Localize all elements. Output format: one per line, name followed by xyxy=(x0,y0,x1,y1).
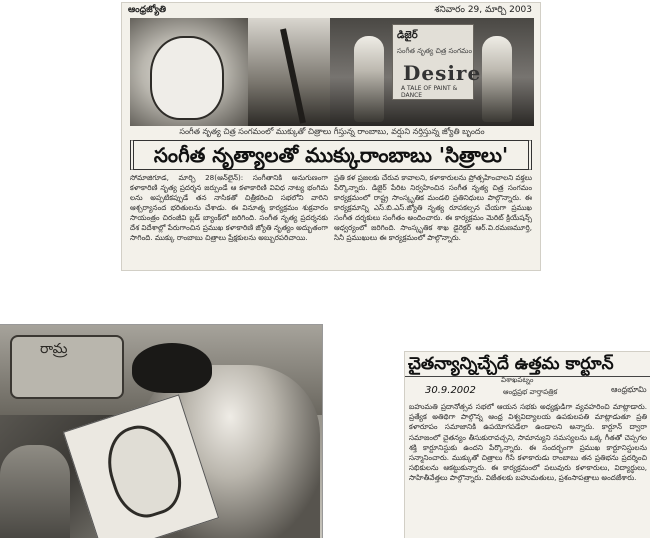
newspaper-clipping-bottom xyxy=(405,352,650,538)
banner-line: డిజైర్ xyxy=(397,30,418,41)
stage-banner xyxy=(392,24,482,100)
event-photo xyxy=(130,18,534,126)
banner-line: సంగీత నృత్య చిత్ర సంగమం xyxy=(397,47,472,55)
dateline-subline: ఆంధ్రప్రభ వార్తాపత్రిక xyxy=(503,388,558,396)
article-headline: చైతన్యాన్నిచ్చేదే ఉత్తమ కార్టూన్ xyxy=(405,352,650,377)
masthead xyxy=(122,3,540,17)
article-column-right xyxy=(334,173,532,268)
article-text: ప్రతి కళ ప్రజలకు చేరువ కావాలని, కళాకారులను ప్రోత్సహించాలని వక్తలు పేర్కొన్నారు. డిజైర్ పేరిట నిర్వహించిన సంగీత నృత్య చిత్ర సంగమం కార్యక్రమంలో రాష్ట్ర సాంస్కృతిక మండలి ప్రతినిధులు పాల్గొన్నారు. ఈ కార్యక్రమాన్ని ఎస్.బి.ఎస్.జ్యోతి నృత్య రూపకల్పన చేయగా ప్రముఖ సంగీత దర్శకులు సంగీతం అందించారు. ఈ కార్యక్రమం మెరిట్ క్రియేషన్స్ ఆధ్వర్యంలో జరిగింది. సాంస్కృతిక శాఖ డైరెక్టర్ ఆర్.వి.రమణమూర్తి, సినీ ప్రముఖులు ఈ కార్యక్రమంలో పాల్గొన్నారు. xyxy=(334,173,532,242)
article-text: బహుమతి ప్రదానోత్సవ సభలో ఆయన సభకు అధ్యక్షుడిగా వ్యవహరించి మాట్లాడారు. ప్రత్యేక అతిథిగా పాల్గొన్న ఆంధ్ర విశ్వవిద్యాలయ ఉపకులపతి మాట్లాడుతూ ప్రతి కళారూపం సమాజానికి ఉపయోగపడేలా ఉండాలని అన్నారు. కార్టూన్ ద్వారా సమాజంలో చైతన్యం తీసుకురావచ్చని, సామాన్యుని సమస్యలను ఒక్క గీతతో చెప్పగల శక్తి కార్టూనిస్టుకు ఉందని పేర్కొన్నారు. ఈ సందర్భంగా ప్రముఖ కార్టూనిస్టులను సన్మానించారు. ముక్కుతో చిత్రాలు గీసే కళాకారుడు రాంబాబు తన ప్రతిభను ప్రదర్శించి సభికులను ఆకట్టుకున్నారు. ఈ కార్యక్రమంలో పలువురు కళాకారులు, విద్యార్థులు, సాహితీవేత్తలు పాల్గొన్నారు. విజేతలకు బహుమతులు, ప్రశంసాపత్రాలు అందజేశారు. xyxy=(409,402,647,483)
face-sketch xyxy=(150,36,224,120)
article-headline: సంగీత నృత్యాలతో ముక్కురాంబాబు 'సిత్రాలు' xyxy=(130,140,532,170)
newspaper-name: ఆంధ్రజ్యోతి xyxy=(128,5,167,15)
photo-caption: సంగీత నృత్య చిత్ర సంగమంలో ముక్కుతో చిత్రాలు గీస్తున్న రాంబాబు, వర్షుని నర్తిస్తున్న జ్యోతి బృందం xyxy=(179,127,485,136)
publication-date: శనివారం 29, మార్చి 2003 xyxy=(434,5,532,15)
dateline-place: విశాఖపట్నం xyxy=(501,376,534,384)
banner-tagline: A TALE OF PAINT & DANCE xyxy=(401,85,458,99)
artist-photo xyxy=(0,325,322,538)
newspaper-clipping-top xyxy=(122,3,540,270)
artist-head xyxy=(132,343,212,393)
article-column-left xyxy=(130,173,328,268)
signboard xyxy=(10,335,124,399)
dancer xyxy=(354,36,384,122)
article-body xyxy=(409,402,647,538)
dancer xyxy=(482,36,512,122)
source-note: ఆంధ్రభూమి xyxy=(611,385,647,394)
handwritten-date: 30.9.2002 xyxy=(425,385,476,396)
audience-figure xyxy=(0,445,70,538)
sign-text: రామ్ర xyxy=(40,341,68,357)
article-text: సోమాజిగూడ, మార్చి 28(ఆన్‌లైన్): సంగీతానికి అనుగుణంగా కళాకారిణి నృత్య ప్రదర్శన జర్పుండే ఆ కళాకారిణి వివిధ నాట్య భంగిమ లను అప్పటికప్పుడే తన నాసికతో చిత్రీకరించి సభలోని వారిని ఆశ్చర్యానంద భరితులను చేశాడు. ఈ వినూత్న కార్యక్రమం శుక్రవారం సాయంత్రం చిరంజీవి బ్లడ్ బ్యాంక్‌లో జరిగింది. సంగీత నృత్య ప్రదర్శనకు దేశ విదేశాల్లో పేరుగాంచిన ప్రముఖ కళాకారిణి జ్యోతి నృత్యం అద్భుతంగా సాగింది. ముక్కు రాంబాబు చిత్రాలు ప్రేక్షకులను అబ్బురపరిచాయి. xyxy=(130,173,328,242)
banner-title: Desire xyxy=(403,61,482,85)
